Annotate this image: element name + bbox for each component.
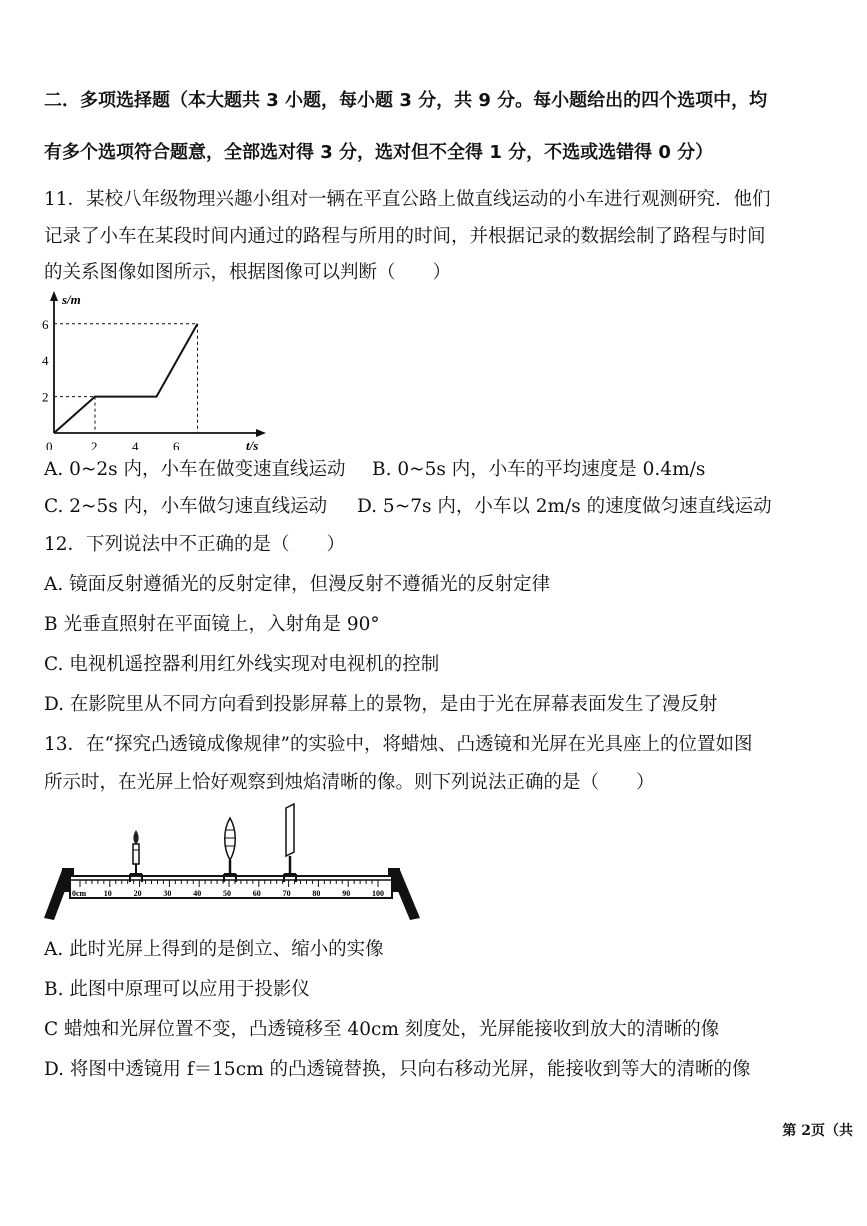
y-tick-label: 6 bbox=[42, 316, 49, 332]
q11-options-row2 bbox=[44, 492, 847, 518]
q13-option-d[interactable]: D. 将图中透镜用 f＝15cm 的凸透镜替换，只向右移动光屏，能接收到等大的清晰的像 bbox=[44, 1059, 751, 1080]
q13-stem-line2: 所示时，在光屏上恰好观察到烛焰清晰的像。则下列说法正确的是（ ） bbox=[44, 772, 655, 793]
q12-stem: 12．下列说法中不正确的是（ ） bbox=[44, 534, 346, 555]
bench-label: 20 bbox=[133, 889, 142, 898]
x-tick-label: 2 bbox=[91, 439, 98, 450]
y-tick-label: 2 bbox=[42, 389, 49, 405]
q13-option-a[interactable]: A. 此时光屏上得到的是倒立、缩小的实像 bbox=[44, 939, 384, 960]
x-tick-label: 6 bbox=[173, 439, 180, 450]
q12-option-c[interactable]: C. 电视机遥控器利用红外线实现对电视机的控制 bbox=[44, 654, 440, 675]
q11-option-b[interactable]: B. 0~5s 内，小车的平均速度是 0.4m/s bbox=[372, 459, 706, 480]
bench-label: 10 bbox=[103, 889, 112, 898]
q11-option-c[interactable]: C. 2~5s 内，小车做匀速直线运动 bbox=[44, 496, 328, 517]
q12-option-a[interactable]: A. 镜面反射遵循光的反射定律，但漫反射不遵循光的反射定律 bbox=[44, 574, 551, 595]
bench-label: 100 bbox=[372, 889, 384, 898]
candle bbox=[130, 830, 142, 882]
q11-stem-line2: 记录了小车在某段时间内通过的路程与所用的时间，并根据记录的数据绘制了路程与时间 bbox=[44, 226, 766, 247]
x-tick-label: 0 bbox=[46, 439, 53, 450]
optical-bench-diagram bbox=[40, 800, 430, 925]
page-footer: 第 2页（共 bbox=[782, 1123, 853, 1139]
bench-label: 70 bbox=[282, 889, 291, 898]
q11-option-a[interactable]: A. 0~2s 内，小车在做变速直线运动 bbox=[44, 459, 346, 480]
x-axis-label: t/s bbox=[246, 438, 259, 450]
q13-stem-line1: 13．在“探究凸透镜成像规律”的实验中，将蜡烛、凸透镜和光屏在光具座上的位置如图 bbox=[44, 734, 753, 755]
q11-options-row1 bbox=[44, 455, 847, 481]
s-t-graph bbox=[40, 285, 280, 450]
light-screen bbox=[284, 804, 296, 882]
bench-label: 90 bbox=[342, 889, 351, 898]
bench-label: 0cm bbox=[72, 889, 87, 898]
bench-label: 40 bbox=[193, 889, 202, 898]
q13-option-c[interactable]: C 蜡烛和光屏位置不变，凸透镜移至 40cm 刻度处，光屏能接收到放大的清晰的像 bbox=[44, 1019, 720, 1040]
q13-option-b[interactable]: B. 此图中原理可以应用于投影仪 bbox=[44, 979, 310, 1000]
bench-label: 60 bbox=[252, 889, 261, 898]
q11-stem-line1: 11．某校八年级物理兴趣小组对一辆在平直公路上做直线运动的小车进行观测研究．他们 bbox=[44, 189, 771, 210]
y-tick-label: 4 bbox=[42, 353, 49, 369]
y-axis-label: s/m bbox=[62, 292, 81, 307]
x-tick-label: 4 bbox=[132, 439, 139, 450]
q12-option-b[interactable]: B 光垂直照射在平面镜上，入射角是 90° bbox=[44, 614, 380, 635]
convex-lens bbox=[224, 818, 236, 882]
bench-label: 30 bbox=[163, 889, 172, 898]
bench-label: 80 bbox=[312, 889, 321, 898]
q11-stem-line3: 的关系图像如图所示，根据图像可以判断（ ） bbox=[44, 262, 452, 283]
section-heading-line2: 有多个选项符合题意，全部选对得 3 分，选对但不全得 1 分，不选或选错得 0 分） bbox=[44, 142, 714, 163]
q12-option-d[interactable]: D. 在影院里从不同方向看到投影屏幕上的景物，是由于光在屏幕表面发生了漫反射 bbox=[44, 694, 718, 715]
q11-option-d[interactable]: D. 5~7s 内，小车以 2m/s 的速度做匀速直线运动 bbox=[357, 496, 772, 517]
data-line bbox=[54, 324, 198, 433]
y-axis-arrow bbox=[50, 291, 58, 301]
section-heading-line1: 二．多项选择题（本大题共 3 小题，每小题 3 分，共 9 分。每小题给出的四个选项中，均 bbox=[44, 90, 768, 111]
x-axis-arrow bbox=[256, 429, 266, 437]
bench-label: 50 bbox=[223, 889, 231, 898]
